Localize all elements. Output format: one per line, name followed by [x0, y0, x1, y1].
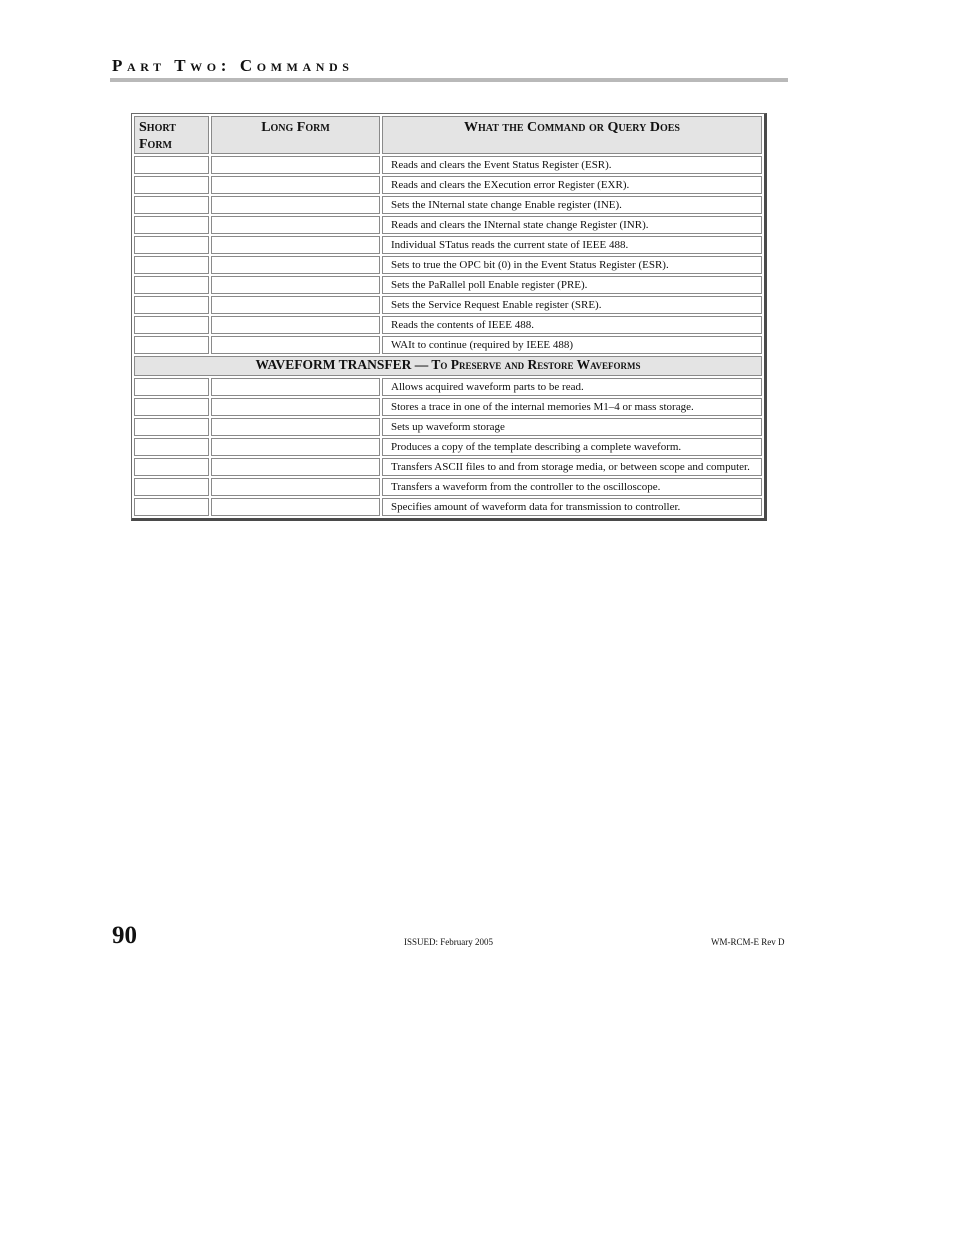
table-row	[134, 478, 762, 496]
long-form-cell	[211, 256, 380, 274]
long-form-cell	[211, 296, 380, 314]
description-cell: Reads and clears the INternal state change Register (INR).	[382, 216, 762, 234]
table-row	[134, 438, 762, 456]
table-row	[134, 236, 762, 254]
short-form-cell	[134, 216, 209, 234]
short-form-cell	[134, 398, 209, 416]
short-form-cell	[134, 276, 209, 294]
description-cell: Reads the contents of IEEE 488.	[382, 316, 762, 334]
table-row	[134, 418, 762, 436]
short-form-cell	[134, 296, 209, 314]
table-row	[134, 336, 762, 354]
document-revision: WM-RCM-E Rev D	[711, 937, 785, 947]
column-header-short-form: Short Form	[134, 116, 209, 154]
page-number: 90	[112, 922, 137, 949]
long-form-cell	[211, 176, 380, 194]
description-cell: Individual STatus reads the current state of IEEE 488.	[382, 236, 762, 254]
page-header-title: Part Two: Commands	[112, 56, 354, 75]
long-form-cell	[211, 336, 380, 354]
long-form-cell	[211, 478, 380, 496]
description-cell: Sets the Service Request Enable register (SRE).	[382, 296, 762, 314]
short-form-cell	[134, 336, 209, 354]
description-cell: WAIt to continue (required by IEEE 488)	[382, 336, 762, 354]
description-cell: Stores a trace in one of the internal memories M1–4 or mass storage.	[382, 398, 762, 416]
short-form-cell	[134, 256, 209, 274]
section-header-row	[134, 356, 762, 376]
long-form-cell	[211, 236, 380, 254]
table-row	[134, 296, 762, 314]
table-row	[134, 398, 762, 416]
commands-table	[131, 113, 767, 521]
description-cell: Sets the PaRallel poll Enable register (PRE).	[382, 276, 762, 294]
table-row	[134, 458, 762, 476]
short-form-cell	[134, 458, 209, 476]
short-form-cell	[134, 156, 209, 174]
short-form-cell	[134, 498, 209, 516]
short-form-cell	[134, 478, 209, 496]
description-cell: Transfers ASCII files to and from storage media, or between scope and computer.	[382, 458, 762, 476]
long-form-cell	[211, 156, 380, 174]
short-form-cell	[134, 438, 209, 456]
long-form-cell	[211, 378, 380, 396]
long-form-cell	[211, 316, 380, 334]
long-form-cell	[211, 398, 380, 416]
short-form-cell	[134, 176, 209, 194]
description-cell: Reads and clears the Event Status Register (ESR).	[382, 156, 762, 174]
table-row	[134, 276, 762, 294]
long-form-cell	[211, 418, 380, 436]
table-row	[134, 196, 762, 214]
short-form-cell	[134, 378, 209, 396]
long-form-cell	[211, 498, 380, 516]
table-row	[134, 316, 762, 334]
issued-date: ISSUED: February 2005	[404, 937, 493, 947]
table-row	[134, 176, 762, 194]
description-cell: Allows acquired waveform parts to be read.	[382, 378, 762, 396]
section-header-waveform-transfer: WAVEFORM TRANSFER — To Preserve and Restore Waveforms	[134, 356, 762, 376]
short-form-cell	[134, 236, 209, 254]
table-header-row	[134, 116, 762, 154]
long-form-cell	[211, 458, 380, 476]
column-header-description: What the Command or Query Does	[382, 116, 762, 154]
long-form-cell	[211, 196, 380, 214]
header-rule	[110, 78, 788, 82]
column-header-long-form: Long Form	[211, 116, 380, 154]
description-cell: Reads and clears the EXecution error Register (EXR).	[382, 176, 762, 194]
description-cell: Sets the INternal state change Enable register (INE).	[382, 196, 762, 214]
short-form-cell	[134, 196, 209, 214]
short-form-cell	[134, 316, 209, 334]
table-row	[134, 498, 762, 516]
table-row	[134, 216, 762, 234]
table-row	[134, 256, 762, 274]
description-cell: Sets to true the OPC bit (0) in the Event Status Register (ESR).	[382, 256, 762, 274]
description-cell: Sets up waveform storage	[382, 418, 762, 436]
table-row	[134, 378, 762, 396]
description-cell: Transfers a waveform from the controller to the oscilloscope.	[382, 478, 762, 496]
description-cell: Specifies amount of waveform data for transmission to controller.	[382, 498, 762, 516]
short-form-cell	[134, 418, 209, 436]
description-cell: Produces a copy of the template describing a complete waveform.	[382, 438, 762, 456]
long-form-cell	[211, 216, 380, 234]
table-row	[134, 156, 762, 174]
long-form-cell	[211, 438, 380, 456]
long-form-cell	[211, 276, 380, 294]
